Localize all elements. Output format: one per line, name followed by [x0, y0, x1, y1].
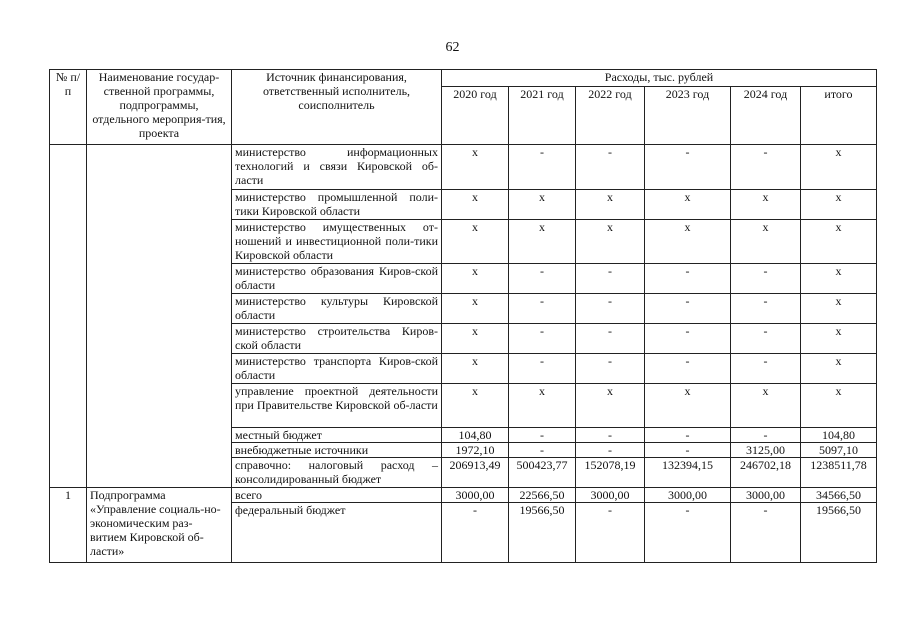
- source-cell: федеральный бюджет: [232, 503, 442, 563]
- value-cell: x: [645, 384, 731, 428]
- value-cell: x: [801, 324, 877, 354]
- source-cell: министерство транспорта Киров-ской области: [232, 354, 442, 384]
- value-cell: -: [509, 324, 576, 354]
- value-cell: x: [801, 264, 877, 294]
- value-cell: -: [509, 354, 576, 384]
- value-cell: x: [509, 384, 576, 428]
- value-cell: -: [576, 503, 645, 563]
- value-cell: x: [442, 324, 509, 354]
- source-cell: министерство информационных технологий и связи Кировской об-ласти: [232, 145, 442, 190]
- header-year: 2020 год: [442, 87, 509, 145]
- value-cell: x: [801, 294, 877, 324]
- value-cell: 3000,00: [645, 488, 731, 503]
- value-cell: 152078,19: [576, 458, 645, 488]
- value-cell: -: [576, 264, 645, 294]
- value-cell: -: [731, 428, 801, 443]
- value-cell: 5097,10: [801, 443, 877, 458]
- value-cell: x: [576, 220, 645, 264]
- value-cell: 1238511,78: [801, 458, 877, 488]
- value-cell: x: [509, 220, 576, 264]
- source-cell: внебюджетные источники: [232, 443, 442, 458]
- value-cell: -: [645, 324, 731, 354]
- value-cell: x: [576, 190, 645, 220]
- value-cell: x: [442, 384, 509, 428]
- header-expenses: Расходы, тыс. рублей: [442, 70, 877, 87]
- value-cell: 19566,50: [509, 503, 576, 563]
- subprogram-num: 1: [50, 488, 87, 563]
- header-year: 2023 год: [645, 87, 731, 145]
- header-source: Источник финансирования, ответственный исполнитель, соисполнитель: [232, 70, 442, 145]
- value-cell: -: [509, 428, 576, 443]
- value-cell: 1972,10: [442, 443, 509, 458]
- value-cell: 500423,77: [509, 458, 576, 488]
- value-cell: -: [509, 264, 576, 294]
- value-cell: x: [576, 384, 645, 428]
- source-cell: управление проектной деятельности при Правительстве Кировской об-ласти: [232, 384, 442, 428]
- source-cell: министерство строительства Киров-ской области: [232, 324, 442, 354]
- header-num: № п/п: [50, 70, 87, 145]
- value-cell: 34566,50: [801, 488, 877, 503]
- value-cell: -: [645, 428, 731, 443]
- value-cell: x: [801, 145, 877, 190]
- value-cell: x: [442, 145, 509, 190]
- value-cell: -: [576, 354, 645, 384]
- source-cell: министерство культуры Кировской области: [232, 294, 442, 324]
- value-cell: x: [442, 190, 509, 220]
- value-cell: x: [645, 220, 731, 264]
- value-cell: x: [801, 354, 877, 384]
- value-cell: x: [801, 384, 877, 428]
- value-cell: -: [645, 354, 731, 384]
- value-cell: -: [509, 145, 576, 190]
- header-year: 2022 год: [576, 87, 645, 145]
- value-cell: x: [442, 354, 509, 384]
- value-cell: -: [645, 503, 731, 563]
- source-cell: всего: [232, 488, 442, 503]
- value-cell: -: [645, 145, 731, 190]
- source-cell: местный бюджет: [232, 428, 442, 443]
- header-year: 2021 год: [509, 87, 576, 145]
- value-cell: 22566,50: [509, 488, 576, 503]
- value-cell: -: [731, 503, 801, 563]
- value-cell: x: [509, 190, 576, 220]
- source-cell: министерство имущественных от-ношений и инвестиционной поли-тики Кировской области: [232, 220, 442, 264]
- value-cell: -: [576, 443, 645, 458]
- name-cell: [87, 145, 232, 488]
- value-cell: -: [645, 294, 731, 324]
- header-year: 2024 год: [731, 87, 801, 145]
- value-cell: x: [731, 220, 801, 264]
- value-cell: -: [731, 354, 801, 384]
- value-cell: -: [645, 443, 731, 458]
- subprogram-name: Подпрограмма «Управление социаль-но-экономическим раз-витием Кировской об-ласти»: [87, 488, 232, 563]
- budget-table: [49, 69, 877, 563]
- value-cell: 206913,49: [442, 458, 509, 488]
- value-cell: -: [509, 443, 576, 458]
- num-cell: [50, 145, 87, 488]
- subprogram-row: [50, 488, 877, 503]
- value-cell: x: [801, 220, 877, 264]
- page-number: 62: [445, 40, 460, 55]
- value-cell: 3125,00: [731, 443, 801, 458]
- header-total: итого: [801, 87, 877, 145]
- value-cell: x: [442, 264, 509, 294]
- source-cell: министерство образования Киров-ской области: [232, 264, 442, 294]
- value-cell: 246702,18: [731, 458, 801, 488]
- value-cell: 132394,15: [645, 458, 731, 488]
- value-cell: 3000,00: [576, 488, 645, 503]
- value-cell: x: [442, 220, 509, 264]
- source-cell: министерство промышленной поли-тики Кировской области: [232, 190, 442, 220]
- source-cell: справочно: налоговый расход – консолидированный бюджет: [232, 458, 442, 488]
- value-cell: x: [645, 190, 731, 220]
- value-cell: -: [731, 324, 801, 354]
- value-cell: 3000,00: [731, 488, 801, 503]
- value-cell: -: [731, 264, 801, 294]
- value-cell: x: [731, 384, 801, 428]
- value-cell: -: [442, 503, 509, 563]
- value-cell: -: [576, 324, 645, 354]
- value-cell: x: [801, 190, 877, 220]
- value-cell: x: [731, 190, 801, 220]
- value-cell: x: [442, 294, 509, 324]
- value-cell: -: [509, 294, 576, 324]
- value-cell: 19566,50: [801, 503, 877, 563]
- value-cell: 104,80: [801, 428, 877, 443]
- header-name: Наименование государ-ственной программы, подпрограммы, отдельного мероприя-тия, проекта: [87, 70, 232, 145]
- value-cell: -: [576, 294, 645, 324]
- value-cell: 3000,00: [442, 488, 509, 503]
- value-cell: -: [576, 145, 645, 190]
- header-row: [50, 70, 877, 87]
- table-row: [50, 145, 877, 190]
- value-cell: -: [645, 264, 731, 294]
- value-cell: -: [731, 145, 801, 190]
- value-cell: -: [731, 294, 801, 324]
- value-cell: 104,80: [442, 428, 509, 443]
- value-cell: -: [576, 428, 645, 443]
